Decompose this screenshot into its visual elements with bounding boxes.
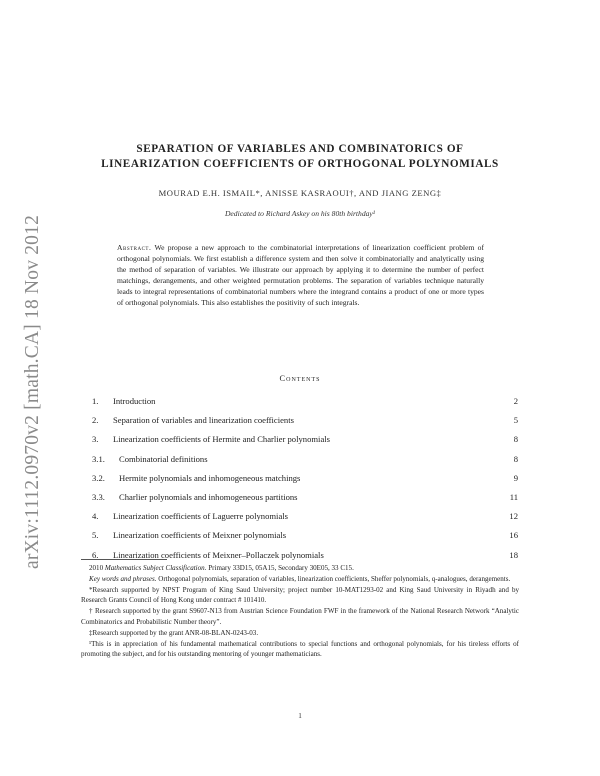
toc-title: Separation of variables and linearization coefficients bbox=[113, 415, 294, 426]
toc-number: 3. bbox=[92, 434, 99, 445]
toc-number: 3.1. bbox=[92, 453, 105, 464]
msc-year: 2010 bbox=[89, 564, 104, 572]
author-list: MOURAD E.H. ISMAIL*, ANISSE KASRAOUI†, AND JIANG ZENG‡ bbox=[158, 188, 442, 198]
toc-page: 2 bbox=[513, 396, 518, 406]
toc-entry-hermite-charlier[interactable] bbox=[92, 434, 520, 453]
toc-entry-laguerre[interactable] bbox=[92, 511, 520, 530]
toc-number: 1. bbox=[92, 396, 99, 406]
toc-number: 4. bbox=[92, 511, 99, 522]
abstract-text: We propose a new approach to the combinatorial interpretations of linearization coefficient problem of orthogonal polynomials. We first establish a difference system and then solve it combinatorially and analytically using the method of separation of variables. We illustrate our approach by applying it to determine the number of perfect matchings, derangements, and other weighted permutation problems. The separation of variables technique naturally leads to integral representations of combinatorial numbers where the integrand contains a product of one or more types of orthogonal polynomials. This also establishes the positivity of such integrals. bbox=[117, 243, 485, 308]
toc-entry-combinatorial-definitions[interactable] bbox=[92, 454, 520, 473]
dedication-footnote: ¹This is in appreciation of his fundamental mathematical contributions to special functions and orthogonal polynomials, for his tireless efforts of promoting the subject, and for his outstanding mentoring of younger mathematicians. bbox=[81, 639, 519, 659]
toc-title: Linearization coefficients of Laguerre polynomials bbox=[113, 511, 288, 522]
abstract-label: Abstract. bbox=[117, 243, 152, 252]
toc-page: 18 bbox=[509, 549, 518, 560]
toc-page: 12 bbox=[509, 511, 518, 522]
msc-text: Primary 33D15, 05A15, Secondary 30E05, 33 C15. bbox=[208, 564, 354, 572]
toc-number: 2. bbox=[92, 415, 99, 426]
toc-number: 3.2. bbox=[92, 472, 105, 483]
paper-title bbox=[60, 142, 540, 172]
table-of-contents bbox=[92, 396, 520, 569]
toc-entry-hermite-matchings[interactable] bbox=[92, 473, 520, 492]
title-line-1: SEPARATION OF VARIABLES AND COMBINATORICS OF bbox=[136, 143, 464, 155]
funding-note-star: *Research supported by NPST Program of King Saud University; project number 10-MAT1293-02 and King Saud University in Riyadh and by Research Grants Council of Hong Kong under contract # 101410. bbox=[81, 585, 519, 605]
toc-entry-introduction[interactable] bbox=[92, 396, 520, 415]
toc-number: 6. bbox=[92, 549, 99, 560]
abstract bbox=[117, 242, 484, 309]
toc-page: 9 bbox=[513, 472, 518, 483]
footnote-rule bbox=[81, 559, 167, 560]
keywords-text: Orthogonal polynomials, separation of variables, linearization coefficients, Sheffer polynomials, q-analogues, derangements. bbox=[158, 574, 511, 583]
funding-note-dagger: † Research supported by the grant S9607-N13 from Austrian Science Foundation FWF in the framework of the National Research Network “Analytic Combinatorics and Probabilistic Number theory”. bbox=[81, 607, 519, 626]
contents-heading: Contents bbox=[279, 374, 321, 383]
toc-page: 16 bbox=[509, 530, 518, 541]
dedication: Dedicated to Richard Askey on his 80th birthday¹ bbox=[224, 209, 376, 218]
footnotes bbox=[81, 563, 519, 660]
toc-title: Linearization coefficients of Hermite and Charlier polynomials bbox=[113, 434, 330, 445]
msc-classification bbox=[81, 563, 519, 574]
funding-note-double-dagger: ‡Research supported by the grant ANR-08-BLAN-0243-03. bbox=[89, 628, 259, 637]
toc-title: Hermite polynomials and inhomogeneous matchings bbox=[119, 472, 301, 483]
title-line-2: LINEARIZATION COEFFICIENTS OF ORTHOGONAL POLYNOMIALS bbox=[101, 158, 499, 170]
toc-entry-separation-of-variables[interactable] bbox=[92, 415, 520, 434]
toc-entry-charlier-partitions[interactable] bbox=[92, 492, 520, 511]
toc-number: 5. bbox=[92, 530, 99, 541]
msc-label: Mathematics Subject Classification. bbox=[104, 564, 207, 572]
toc-number: 3.3. bbox=[92, 491, 105, 502]
arxiv-identifier: arXiv:1112.0970v2 [math.CA] 18 Nov 2012 bbox=[22, 214, 43, 570]
keywords bbox=[81, 574, 519, 585]
toc-title: Charlier polynomials and inhomogeneous partitions bbox=[119, 491, 298, 502]
toc-page: 5 bbox=[513, 415, 518, 426]
toc-title: Linearization coefficients of Meixner–Pollaczek polynomials bbox=[113, 549, 324, 560]
toc-page: 8 bbox=[513, 434, 518, 445]
page-number: 1 bbox=[298, 712, 302, 720]
toc-title: Combinatorial definitions bbox=[119, 453, 208, 464]
toc-page: 8 bbox=[513, 453, 518, 464]
keywords-label: Key words and phrases. bbox=[89, 574, 157, 583]
toc-title: Linearization coefficients of Meixner polynomials bbox=[113, 530, 287, 541]
toc-title: Introduction bbox=[113, 396, 156, 406]
toc-entry-meixner[interactable] bbox=[92, 530, 520, 549]
toc-page: 11 bbox=[509, 491, 518, 502]
